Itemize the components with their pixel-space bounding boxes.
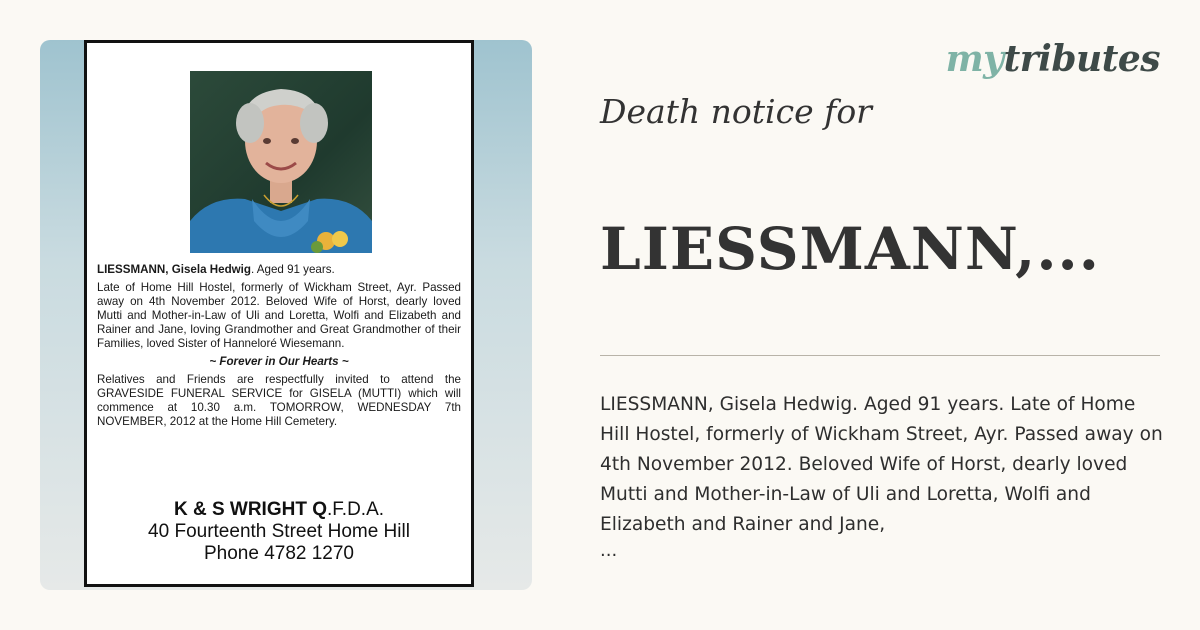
notice-body: Late of Home Hill Hostel, formerly of Wickham Street, Ayr. Passed away on 4th November 2012. Beloved Wife of Horst, dearly loved Mutti and Mother-in-Law of Uli and Loretta, Wolfi and Elizabeth and Rainer and Jane, loving Grandmother and Great Grandmother of their Families, loved Sister of Hanneloré Wiesemann. xyxy=(97,281,461,350)
mytributes-logo[interactable] xyxy=(946,38,1160,80)
notice-image-card xyxy=(40,40,532,590)
divider xyxy=(600,355,1160,356)
newspaper-notice xyxy=(84,40,474,587)
funeral-director xyxy=(87,499,471,565)
portrait-photo xyxy=(190,71,372,253)
deceased-age: . Aged 91 years. xyxy=(250,263,335,276)
logo-tributes: tributes xyxy=(1003,38,1160,80)
notice-summary: LIESSMANN, Gisela Hedwig. Aged 91 years. Late of Home Hill Hostel, formerly of Wickham Street, Ayr. Passed away on 4th November 2012. Beloved Wife of Horst, dearly loved Mutti and Mother-in-Law of Uli and Loretta, Wolfi and Elizabeth and Rainer and Jane, xyxy=(600,394,1163,535)
director-suffix: .F.D.A. xyxy=(327,499,385,520)
notice-service: Relatives and Friends are respectfully invited to attend the GRAVESIDE FUNERAL SERVICE for GISELA (MUTTI) which will commence at 10.30 a.m. TOMORROW, WEDNESDAY 7th NOVEMBER, 2012 at the Home Hill Cemetery. xyxy=(97,373,461,428)
notice-text xyxy=(97,263,461,433)
director-address: 40 Fourteenth Street Home Hill xyxy=(148,521,410,542)
deceased-name: LIESSMANN, Gisela Hedwig xyxy=(97,263,251,276)
logo-my: my xyxy=(945,38,1004,80)
director-phone: Phone 4782 1270 xyxy=(203,543,355,564)
notice-first-line xyxy=(97,263,461,277)
director-name-line xyxy=(87,499,471,521)
notice-verse: ~ Forever in Our Hearts ~ xyxy=(209,355,349,368)
deceased-heading: LIESSMANN,... xyxy=(600,215,1100,283)
summary-ellipsis: ... xyxy=(600,540,618,561)
page-subtitle: Death notice for xyxy=(600,92,872,131)
director-name: K & S WRIGHT Q xyxy=(173,499,328,520)
portrait-illustration xyxy=(190,71,372,253)
